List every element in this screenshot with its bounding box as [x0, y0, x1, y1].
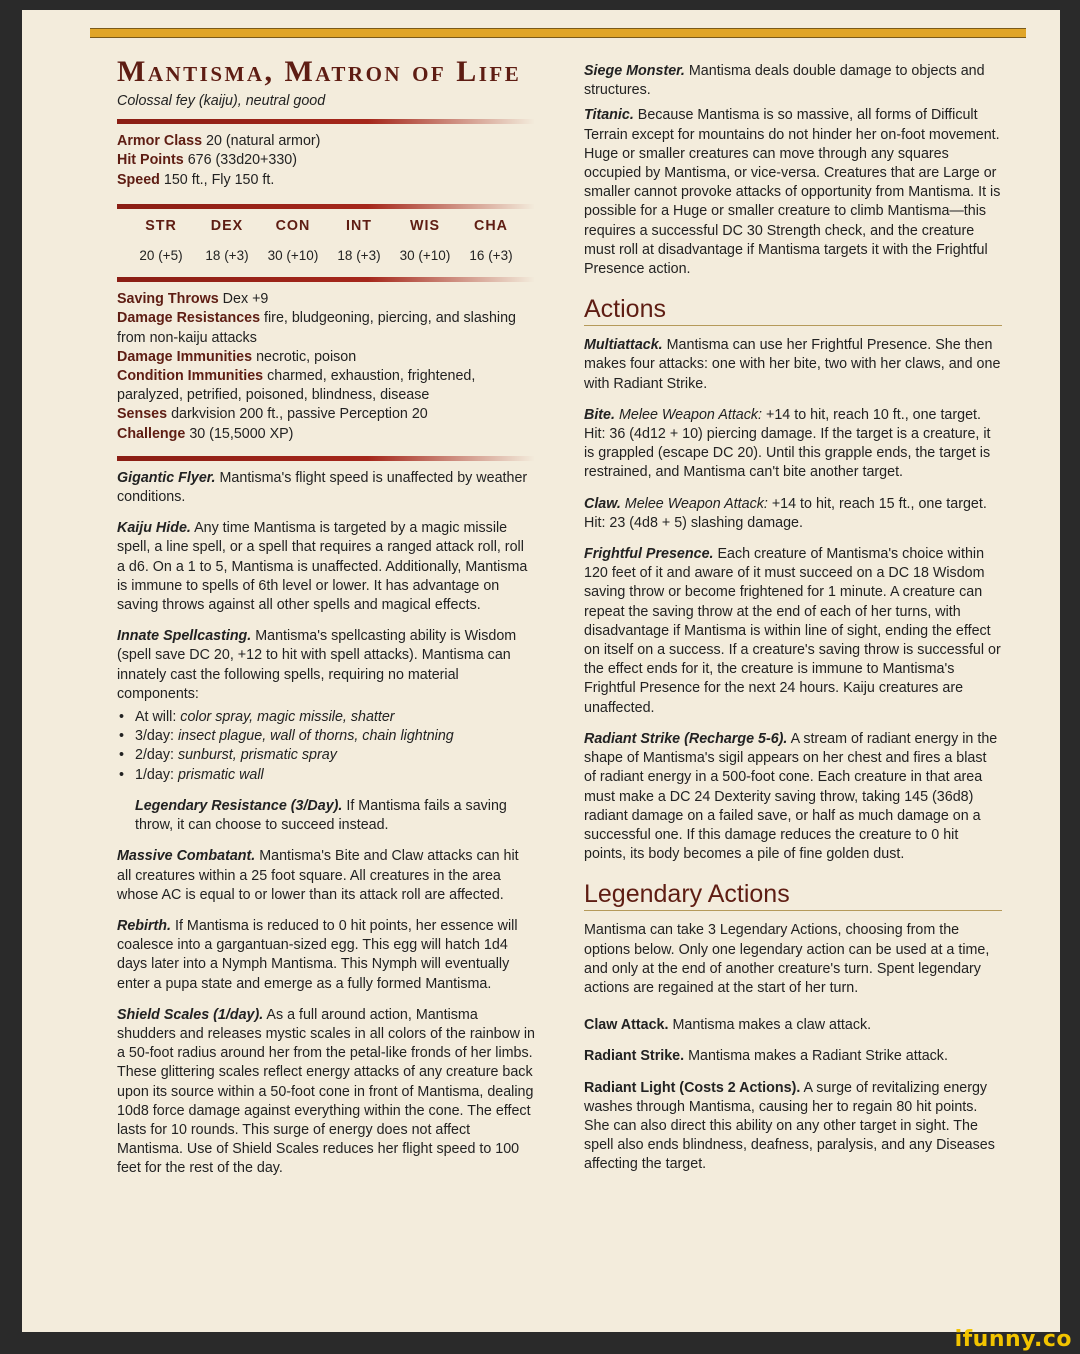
- trait-name: Kaiju Hide.: [117, 520, 191, 537]
- trait-name: Titanic.: [584, 107, 634, 124]
- action-text: +14 to hit, reach 10 ft., one target. Hit: 36 (4d12 + 10) piercing damage. If the target is a creature, it is grappled (escape DC 20). Until this grapple ends, the target is restrained, and Mantisma can't bite another target.: [584, 406, 991, 481]
- monster-type: Colossal fey (kaiju), neutral good: [117, 93, 326, 109]
- senses-value: darkvision 200 ft., passive Perception 20: [171, 406, 428, 423]
- challenge-label: Challenge: [117, 425, 186, 442]
- ability-name: WIS: [409, 217, 440, 234]
- hit-points-value: 676 (33d20+330): [187, 152, 298, 169]
- spell-frequency: 2/day:: [135, 747, 174, 764]
- legendary-action-text: Mantisma makes a Radiant Strike attack.: [688, 1048, 948, 1065]
- legendary-action-name: Claw Attack.: [584, 1017, 669, 1034]
- armor-class-row: [117, 132, 535, 151]
- legendary-action-radiant-light: [584, 1079, 1002, 1175]
- action-claw: [584, 495, 1002, 533]
- spell-frequency: 1/day:: [135, 766, 174, 783]
- challenge-row: [117, 425, 535, 444]
- trait-name: Massive Combatant.: [117, 848, 256, 865]
- spell-list: [117, 708, 535, 785]
- action-name: Multiattack.: [584, 337, 663, 354]
- action-name: Bite.: [584, 406, 615, 423]
- action-text: Mantisma can use her Frightful Presence. She then makes four attacks: one with her bite, two with her claws, and one with Radiant Strike.: [584, 337, 1001, 392]
- action-text: +14 to hit, reach 15 ft., one target. Hit: 23 (4d8 + 5) slashing damage.: [584, 495, 987, 531]
- footer-strip: [0, 1332, 1080, 1354]
- action-frightful-presence: [584, 545, 1002, 718]
- saving-throws-value: Dex +9: [222, 291, 269, 308]
- action-bite: [584, 406, 1002, 483]
- legendary-actions-heading: Legendary Actions: [584, 878, 1002, 911]
- trait-siege-monster: [584, 62, 1002, 100]
- spell-names: sunburst, prismatic spray: [177, 747, 337, 764]
- hit-points-label: Hit Points: [117, 152, 184, 169]
- legendary-action-text: Mantisma makes a claw attack.: [672, 1017, 872, 1034]
- ability-scores-row: [117, 246, 535, 265]
- spell-list-item: [117, 746, 535, 765]
- legendary-action-claw-attack: [584, 1016, 1002, 1035]
- damage-immunities-row: [117, 348, 535, 367]
- trait-rebirth: [117, 917, 535, 994]
- trait-shield-scales: [117, 1006, 535, 1179]
- trait-legendary-resistance: [117, 797, 535, 835]
- ability-score: 30 (+10): [267, 248, 319, 264]
- trait-massive-combatant: [117, 847, 535, 905]
- action-name: Radiant Strike (Recharge 5-6).: [584, 730, 788, 747]
- ability-names-row: [117, 217, 535, 236]
- trait-text: If Mantisma is reduced to 0 hit points, her essence will coalesce into a gargantuan-sized egg. This egg will hatch 1d4 days later into a Nymph Mantisma. This Nymph will eventually enter a pupa state and emerge as a fully formed Mantisma.: [117, 917, 518, 992]
- action-name: Claw.: [584, 495, 621, 512]
- trait-name: Shield Scales (1/day).: [117, 1006, 264, 1023]
- ability-score: 16 (+3): [469, 248, 513, 264]
- divider-rule: [117, 204, 535, 209]
- ability-name: INT: [345, 217, 373, 234]
- left-column: [117, 54, 535, 1191]
- hit-points-row: [117, 151, 535, 170]
- right-column: [584, 62, 1002, 1187]
- action-multiattack: [584, 336, 1002, 394]
- spell-list-item: [117, 727, 535, 746]
- ability-name: CHA: [474, 217, 508, 234]
- legendary-action-radiant-strike: [584, 1047, 1002, 1066]
- ability-score: 30 (+10): [399, 248, 451, 264]
- spell-list-item: [117, 766, 535, 785]
- armor-class-label: Armor Class: [117, 133, 203, 150]
- legendary-action-text: A surge of revitalizing energy washes through Mantisma, causing her to regain 80 hit points. She can also direct this ability on any other target in sight. The spell also ends blindness, deafness, paralysis, and any Diseases affecting the target.: [584, 1079, 995, 1173]
- top-border-bar: [90, 28, 1026, 38]
- saving-throws-row: [117, 290, 535, 309]
- condition-immunities-row: [117, 367, 535, 405]
- action-text: A stream of radiant energy in the shape of Mantisma's sigil appears on her chest and fires a blast of radiant energy in a 500-foot cone. Each creature in that area must make a DC 24 Dexterity saving throw, taking 145 (36d8) radiant damage on a failed save, or half as much damage on a successful one. If this damage reduces the creature to 0 hit points, its body becomes a pile of fine golden dust.: [584, 730, 998, 863]
- attack-type: Melee Weapon Attack:: [624, 495, 768, 512]
- divider-rule: [117, 277, 535, 282]
- trait-name: Siege Monster.: [584, 63, 685, 79]
- trait-name: Innate Spellcasting.: [117, 628, 252, 645]
- spell-names: color spray, magic missile, shatter: [180, 709, 395, 726]
- trait-text: Mantisma's spellcasting ability is Wisdom (spell save DC 20, +12 to hit with spell attacks). Mantisma can innately cast the following spells, requiring no material components:: [117, 628, 517, 702]
- spell-frequency: At will:: [135, 709, 177, 726]
- spell-names: insect plague, wall of thorns, chain lightning: [177, 728, 454, 745]
- spell-names: prismatic wall: [177, 766, 264, 783]
- trait-text: Mantisma deals double damage to objects and structures.: [584, 63, 985, 99]
- condition-immunities-label: Condition Immunities: [117, 368, 264, 385]
- trait-kaiju-hide: [117, 519, 535, 615]
- damage-resistances-value: fire, bludgeoning, piercing, and slashing from non-kaiju attacks: [117, 310, 516, 346]
- ability-name: CON: [275, 217, 311, 234]
- saving-throws-label: Saving Throws: [117, 291, 219, 308]
- speed-label: Speed: [117, 171, 160, 188]
- action-radiant-strike: [584, 730, 1002, 864]
- challenge-value: 30 (15,5000 XP): [189, 425, 294, 442]
- ifunny-watermark-logo: ifunny.co: [954, 1327, 1072, 1352]
- ability-score: 20 (+5): [139, 248, 183, 264]
- trait-text: Mantisma's flight speed is unaffected by weather conditions.: [117, 469, 528, 506]
- ability-name: DEX: [210, 217, 244, 234]
- divider-rule: [117, 119, 535, 124]
- attack-type: Melee Weapon Attack:: [618, 406, 763, 423]
- condition-immunities-value: charmed, exhaustion, frightened, paralyzed, petrified, poisoned, blindness, disease: [117, 368, 476, 404]
- ability-name: STR: [145, 217, 177, 234]
- trait-text: Mantisma's Bite and Claw attacks can hit all creatures within a 25 foot square. All creatures in the area whose AC is equal to or lower than its attack roll are affected.: [117, 848, 519, 903]
- senses-label: Senses: [117, 406, 168, 423]
- senses-row: [117, 405, 535, 424]
- trait-innate-spellcasting: [117, 627, 535, 704]
- trait-text: Because Mantisma is so massive, all forms of Difficult Terrain except for mountains do not hinder her on-foot movement. Huge or smaller creatures can move through any squares occupied by Mantisma, or vice-versa. Creatures that are Large or smaller cannot provoke attacks of opportunity from Mantisma. It is possible for a Huge or smaller creature to climb Mantisma—this requires a successful DC 30 Strength check, and the creature must roll at disadvantage if Mantisma targets it with the Frightful Presence action.: [584, 107, 1001, 278]
- legendary-actions-intro: Mantisma can take 3 Legendary Actions, choosing from the options below. Only one legendary action can be used at a time, and only at the end of another creature's turn. Spent legendary actions are regained at the start of her turn.: [584, 922, 990, 996]
- legendary-action-name: Radiant Strike.: [584, 1048, 685, 1065]
- trait-titanic: [584, 106, 1002, 279]
- speed-value: 150 ft., Fly 150 ft.: [163, 171, 275, 188]
- trait-name: Rebirth.: [117, 917, 172, 934]
- trait-gigantic-flyer: [117, 469, 535, 507]
- ability-score: 18 (+3): [205, 248, 249, 264]
- trait-name: Legendary Resistance (3/Day).: [135, 797, 343, 814]
- monster-name: Mantisma, Matron of Life: [117, 55, 522, 88]
- damage-resistances-label: Damage Resistances: [117, 310, 261, 327]
- speed-row: [117, 171, 535, 190]
- stat-block-page: [22, 10, 1060, 1332]
- damage-immunities-value: necrotic, poison: [256, 348, 357, 365]
- spell-frequency: 3/day:: [135, 728, 174, 745]
- trait-text: As a full around action, Mantisma shudders and releases mystic scales in all colors of the rainbow in a 50-foot radius around her from the petal-like fronds of her limbs. These glittering scales reflect energy attacks of any creature back upon its source within a 50-foot cone in front of Mantisma, dealing 10d8 force damage against everything within the cone. The effect lasts for 10 rounds. This surge of energy does not affect Mantisma. Use of Shield Scales reduces her flight speed to 100 feet for the rest of the day.: [117, 1006, 535, 1177]
- armor-class-value: 20 (natural armor): [206, 133, 321, 150]
- damage-immunities-label: Damage Immunities: [117, 348, 253, 365]
- actions-heading: Actions: [584, 293, 1002, 326]
- legendary-action-name: Radiant Light (Costs 2 Actions).: [584, 1079, 801, 1096]
- spell-list-item: [117, 708, 535, 727]
- ability-score: 18 (+3): [337, 248, 381, 264]
- trait-name: Gigantic Flyer.: [117, 469, 216, 486]
- trait-text: If Mantisma fails a saving throw, it can choose to succeed instead.: [135, 797, 507, 834]
- damage-resistances-row: [117, 309, 535, 347]
- action-name: Frightful Presence.: [584, 546, 714, 563]
- divider-rule: [117, 456, 535, 461]
- action-text: Each creature of Mantisma's choice within 120 feet of it and aware of it must succeed on a DC 18 Wisdom saving throw or become frightened for 1 minute. A creature can repeat the saving throw at the end of each of her turns, with disadvantage if Mantisma is within line of sight, ending the effect on itself on a success. If a creature's saving throw is successful or the effect ends for it, the creature is immune to Mantisma's Frightful Presence for the next 24 hours. Kaiju creatures are unaffected.: [584, 546, 1001, 716]
- trait-text: Any time Mantisma is targeted by a magic missile spell, a line spell, or a spell that requires a ranged attack roll, roll a d6. On a 1 to 5, Mantisma is unaffected. Additionally, Mantisma is immune to spells of 6th level or lower. It has advantage on saving throws against all other spells and magical effects.: [117, 520, 528, 614]
